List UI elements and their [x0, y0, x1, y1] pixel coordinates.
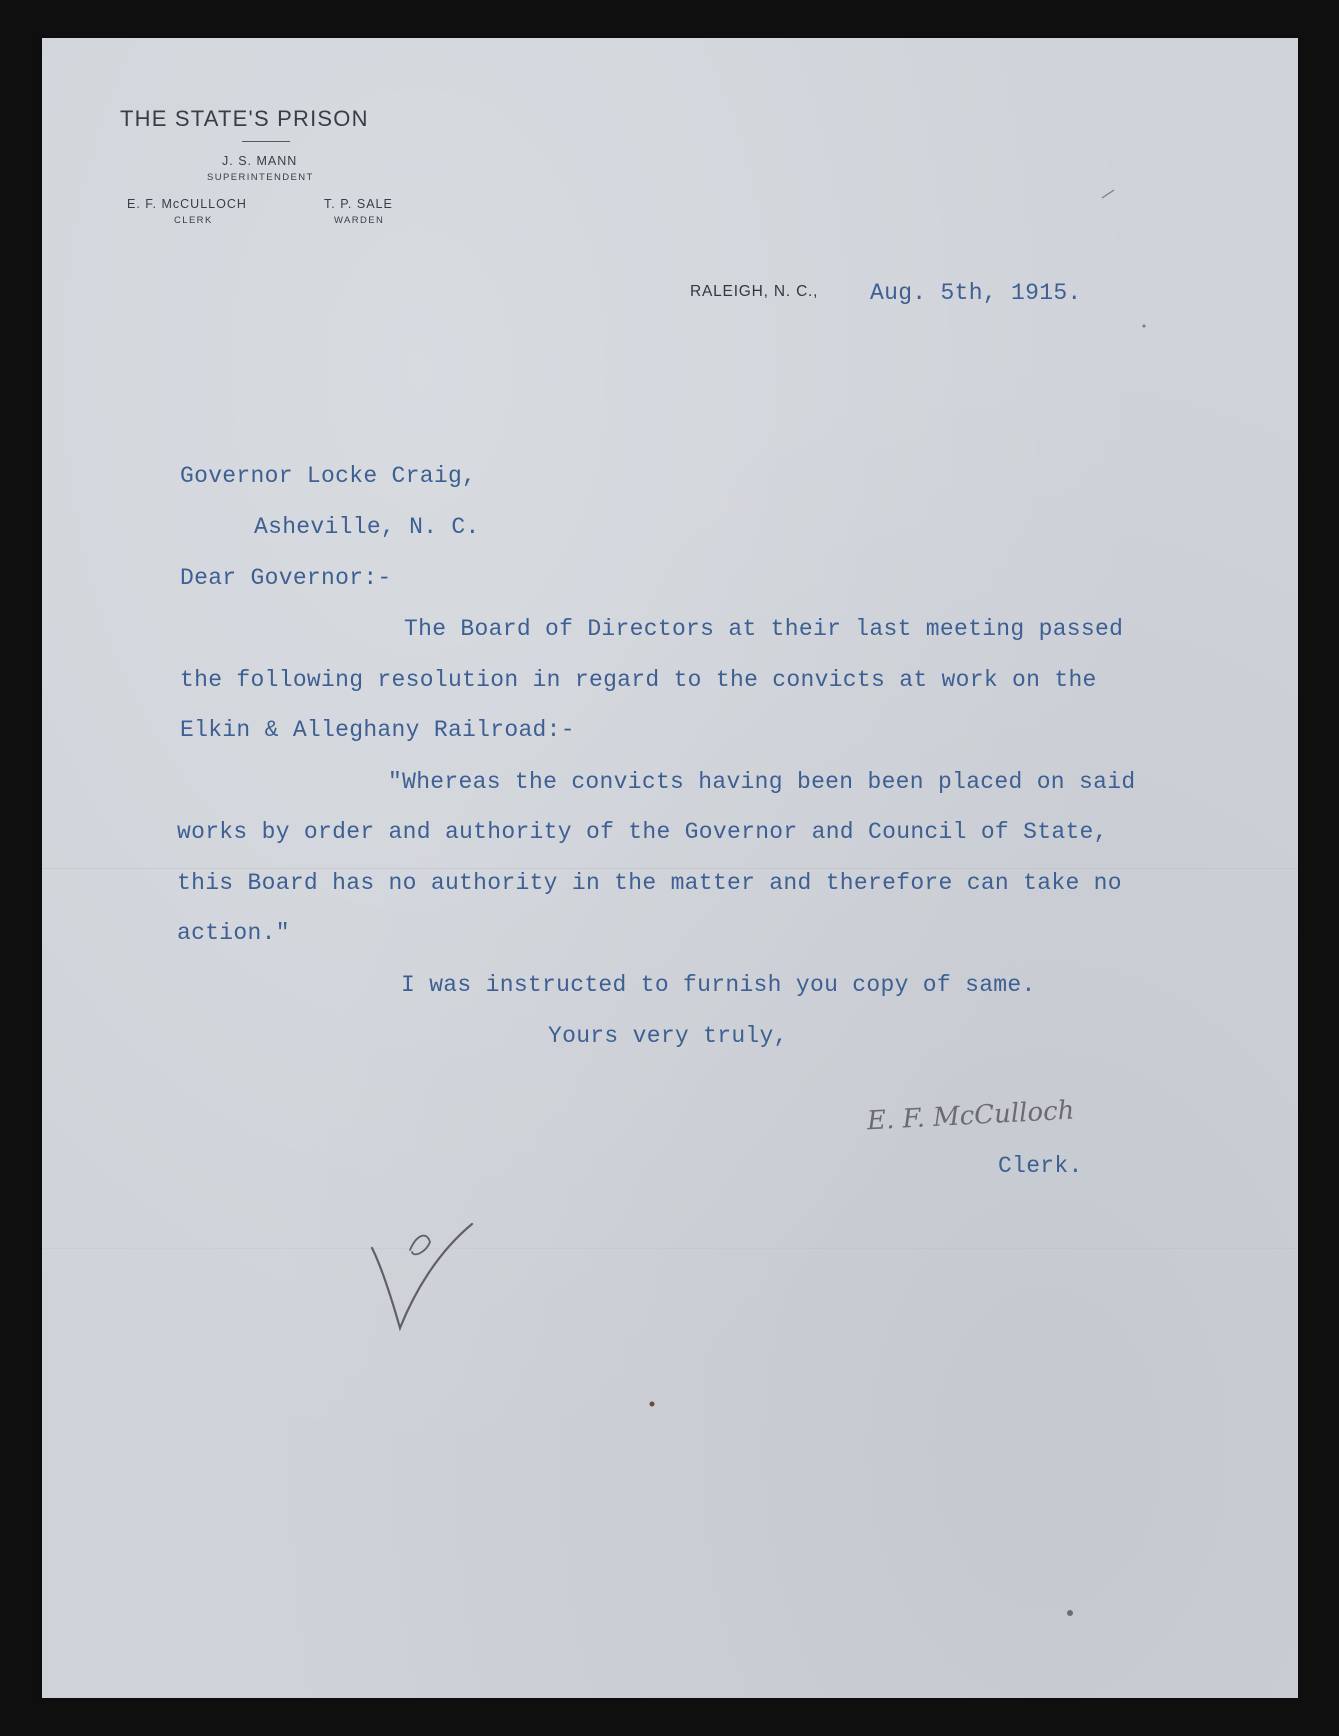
resolution-line: this Board has no authority in the matter and therefore can take no [177, 870, 1122, 896]
closing: Yours very truly, [548, 1023, 788, 1049]
recipient-location: Asheville, N. C. [254, 514, 480, 540]
letter-page [42, 38, 1298, 1698]
body-line: The Board of Directors at their last meeting passed [404, 616, 1124, 642]
paper-fold-line [42, 1248, 1298, 1250]
resolution-line: "Whereas the convicts having been been placed on said [388, 769, 1136, 795]
signature-title: Clerk. [998, 1153, 1083, 1179]
letterhead-city: RALEIGH, N. C., [690, 283, 819, 300]
warden-name: T. P. SALE [324, 197, 393, 211]
warden-role: WARDEN [334, 215, 385, 226]
body-line: I was instructed to furnish you copy of same. [401, 972, 1036, 998]
clerk-role: CLERK [174, 215, 213, 226]
superintendent-role: SUPERINTENDENT [207, 172, 314, 183]
letter-date: Aug. 5th, 1915. [870, 280, 1082, 306]
body-line: Elkin & Alleghany Railroad:- [180, 717, 575, 743]
letterhead-divider [242, 141, 290, 142]
superintendent-name: J. S. MANN [222, 154, 298, 168]
resolution-line: action." [177, 920, 290, 946]
letterhead-title: THE STATE'S PRISON [120, 106, 369, 131]
handwritten-signature: E. F. McCulloch [866, 1095, 1076, 1137]
resolution-line: works by order and authority of the Governor and Council of State, [177, 819, 1108, 845]
salutation: Dear Governor:- [180, 565, 392, 591]
recipient-name: Governor Locke Craig, [180, 463, 477, 489]
body-line: the following resolution in regard to the convicts at work on the [180, 667, 1097, 693]
clerk-name: E. F. McCULLOCH [127, 197, 247, 211]
